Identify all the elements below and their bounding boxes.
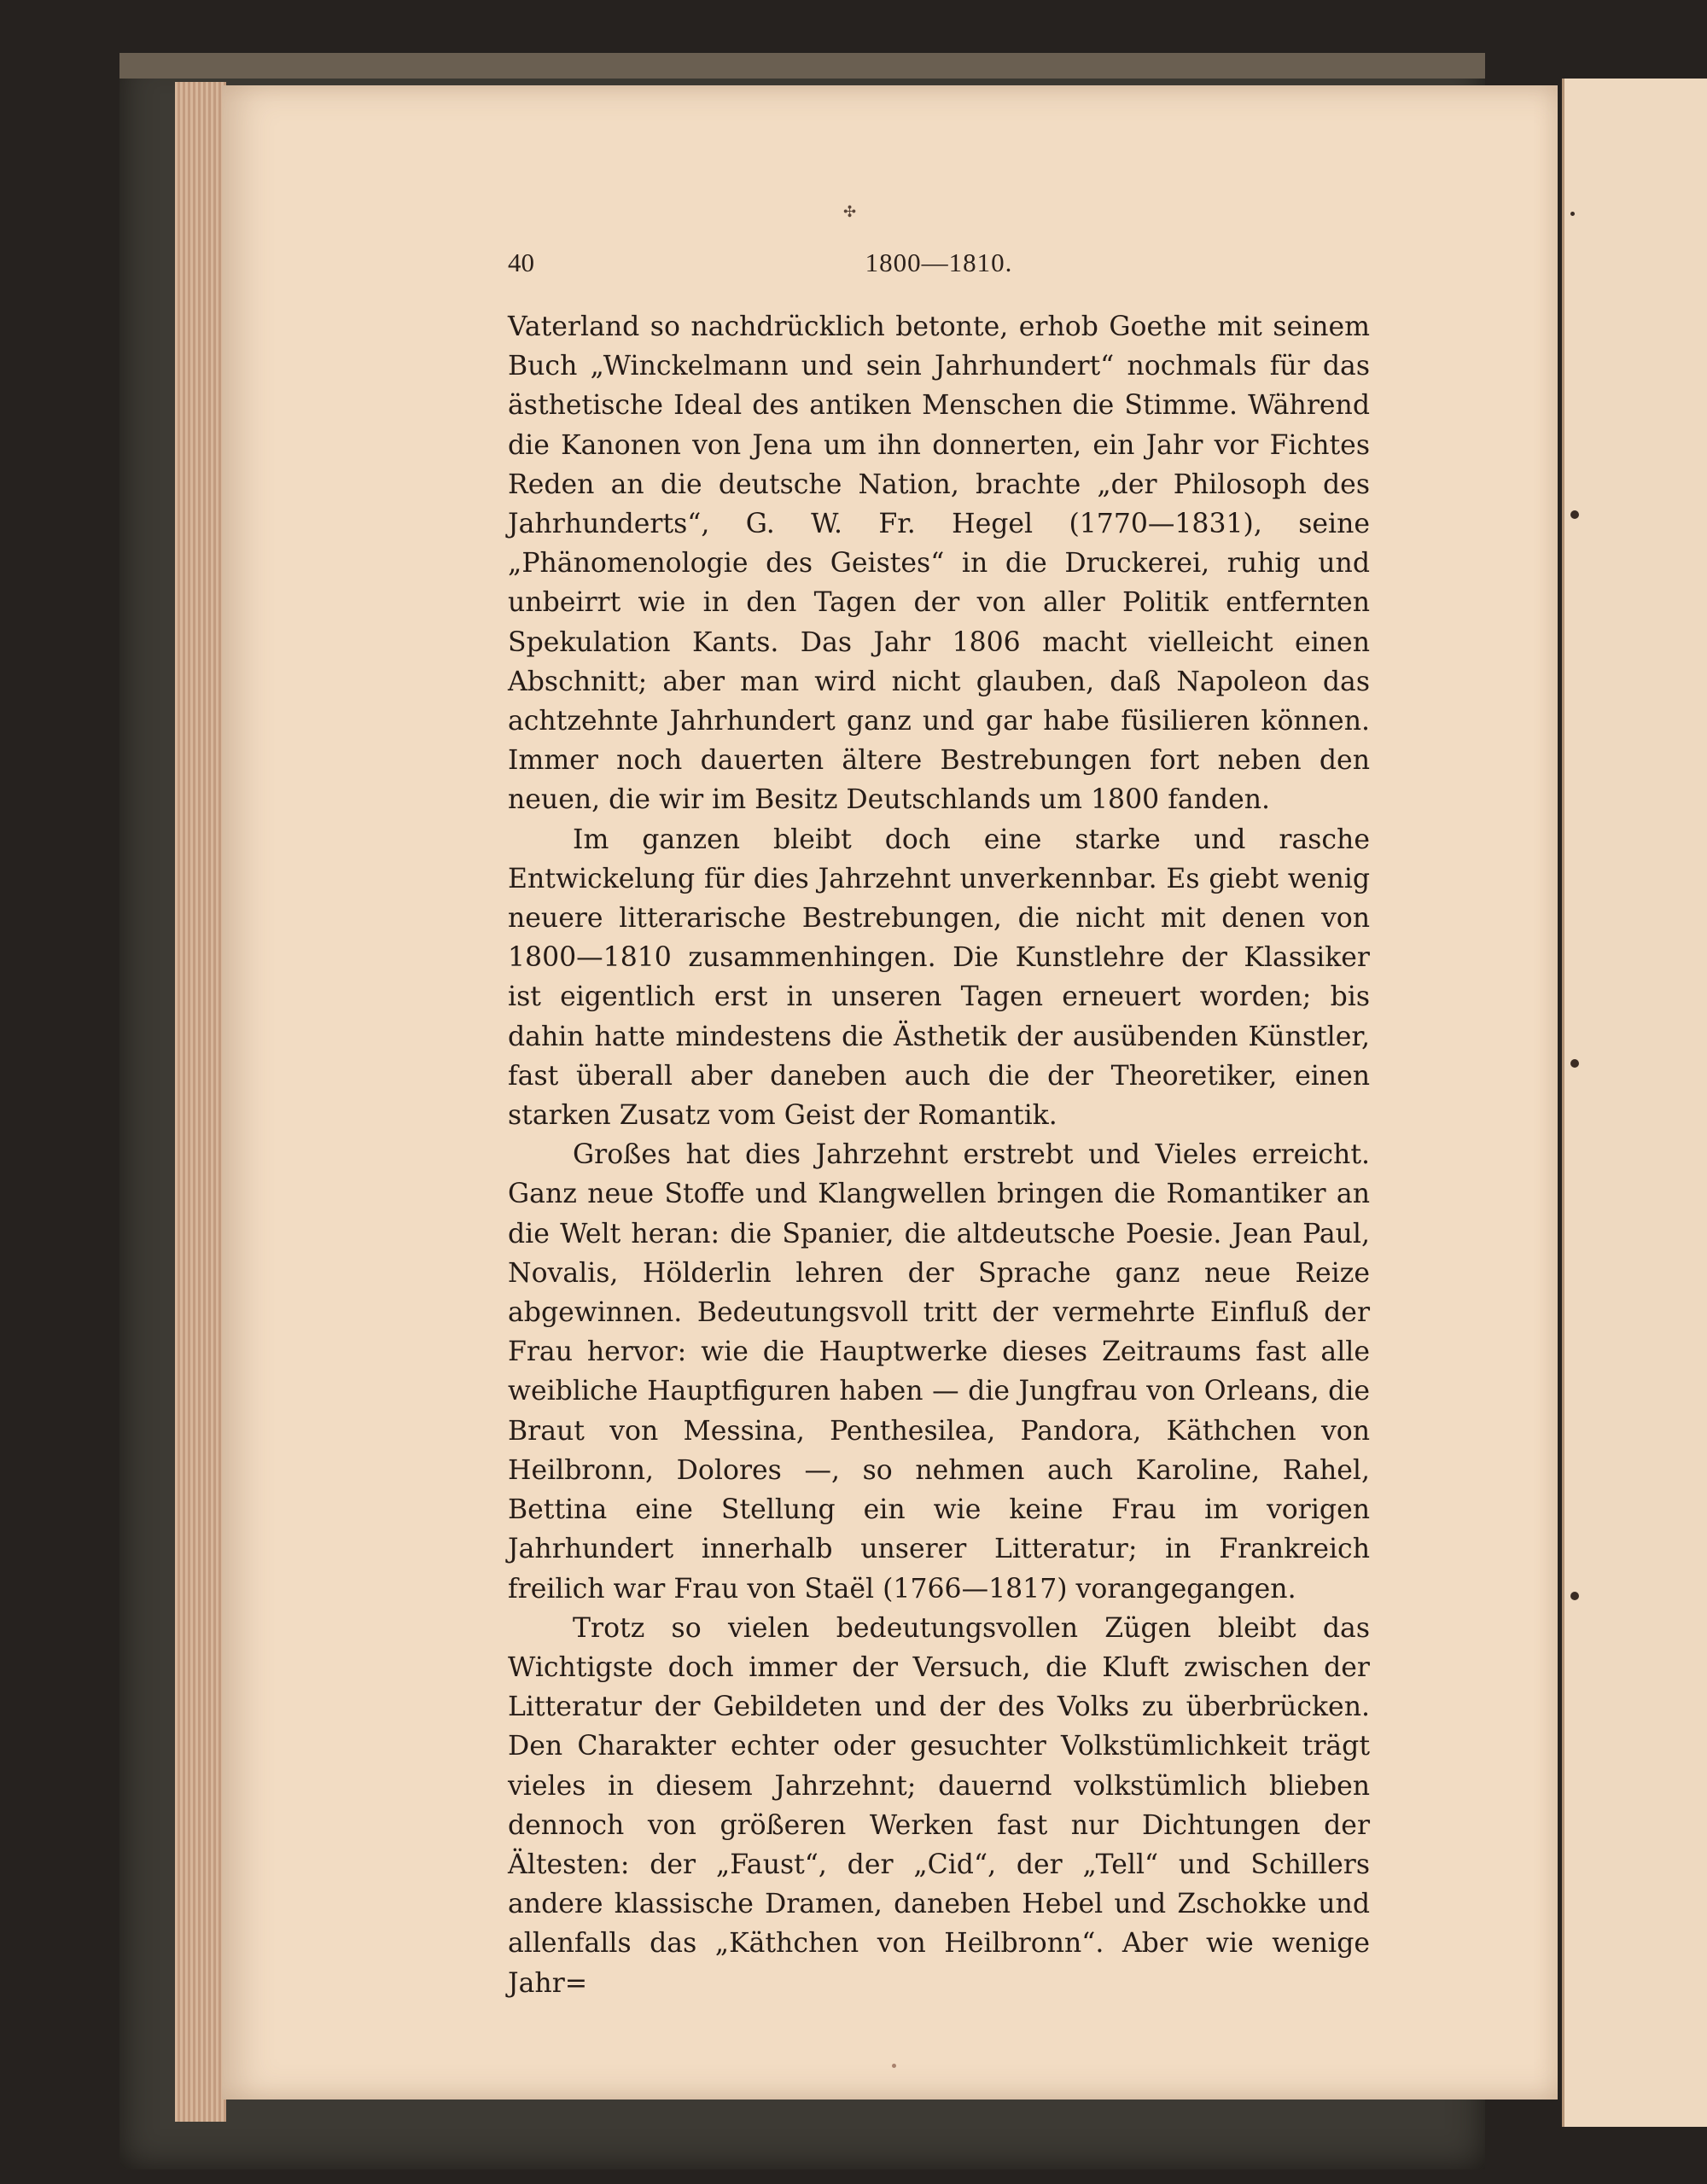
paragraph: Im ganzen bleibt doch eine starke und rasche Entwickelung für dies Jahrzehnt unverkennbar. Es giebt wenig neuere litterarische Bestrebungen, die nicht mit denen von 1800—1810 zusammenhingen. Die Kunstlehre der Klassiker ist eigentlich erst in unseren Tagen erneuert worden; bis dahin hatte mindestens die Ästhetik der ausübenden Künstler, fast überall aber daneben auch die der Theoretiker, einen starken Zusatz vom Geist der Romantik.: [508, 824, 1370, 1132]
paragraph: Trotz so vielen bedeutungsvollen Zügen bleibt das Wichtigste doch immer der Versuch, die Kluft zwischen der Litteratur der Gebildeten und der des Volks zu überbrücken. Den Charakter echter oder gesuchter Volkstümlichkeit trägt vieles in diesem Jahrzehnt; dauernd volkstümlich blieben dennoch von größeren Werken fast nur Dichtungen der Ältesten: der „Faust“, der „Cid“, der „Tell“ und Schillers andere klassische Dramen, daneben Hebel und Zschokke und allenfalls das „Käthchen von Heilbronn“. Aber wie wenige Jahr=: [508, 1612, 1370, 1999]
ornament-mark: ✣: [843, 203, 857, 221]
page-header: [508, 248, 1370, 282]
binding-mark: [1570, 1059, 1579, 1068]
body-text: [508, 307, 1370, 2003]
running-head: 1800—1810.: [865, 248, 1013, 277]
book-top-edge: [119, 53, 1485, 79]
page-number: 40: [508, 248, 534, 277]
paragraph: Großes hat dies Jahrzehnt erstrebt und Vieles erreicht. Ganz neue Stoffe und Klangwellen bringen die Romantiker an die Welt heran: die Spanier, die altdeutsche Poesie. Jean Paul, Novalis, Hölderlin lehren der Sprache ganz neue Reize abgewinnen. Bedeutungsvoll tritt der vermehrte Einfluß der Frau hervor: wie die Hauptwerke dieses Zeitraums fast alle weibliche Hauptfiguren haben — die Jungfrau von Orleans, die Braut von Messina, Penthesilea, Pandora, Käthchen von Heilbronn, Dolores —, so nehmen auch Karoline, Rahel, Bettina eine Stellung ein wie keine Frau im vorigen Jahrhundert innerhalb unserer Litteratur; in Frankreich freilich war Frau von Staël (1766—1817) vorangegangen.: [508, 1139, 1370, 1605]
binding-mark: [1570, 212, 1575, 216]
binding-mark: [1570, 1592, 1579, 1600]
binding-mark: [1570, 510, 1579, 519]
adjacent-page-edge: [1562, 79, 1707, 2127]
paragraph: Vaterland so nachdrücklich betonte, erhob Goethe mit seinem Buch „Winckelmann und sein Jahrhundert“ nochmals für das ästhetische Ideal des antiken Menschen die Stimme. Während die Kanonen von Jena um ihn donnerten, ein Jahr vor Fichtes Reden an die deutsche Nation, brachte „der Philosoph des Jahrhunderts“, G. W. Fr. Hegel (1770—1831), seine „Phänomenologie des Geistes“ in die Druckerei, ruhig und unbeirrt wie in den Tagen der von aller Politik entfernten Spekulation Kants. Das Jahr 1806 macht vielleicht einen Abschnitt; aber man wird nicht glauben, daß Napoleon das achtzehnte Jahrhundert ganz und gar habe füsilieren können. Immer noch dauerten ältere Bestrebungen fort neben den neuen, die wir im Besitz Deutschlands um 1800 fanden.: [508, 312, 1370, 816]
page-stack: [175, 82, 226, 2122]
page-mark: [892, 2064, 896, 2068]
